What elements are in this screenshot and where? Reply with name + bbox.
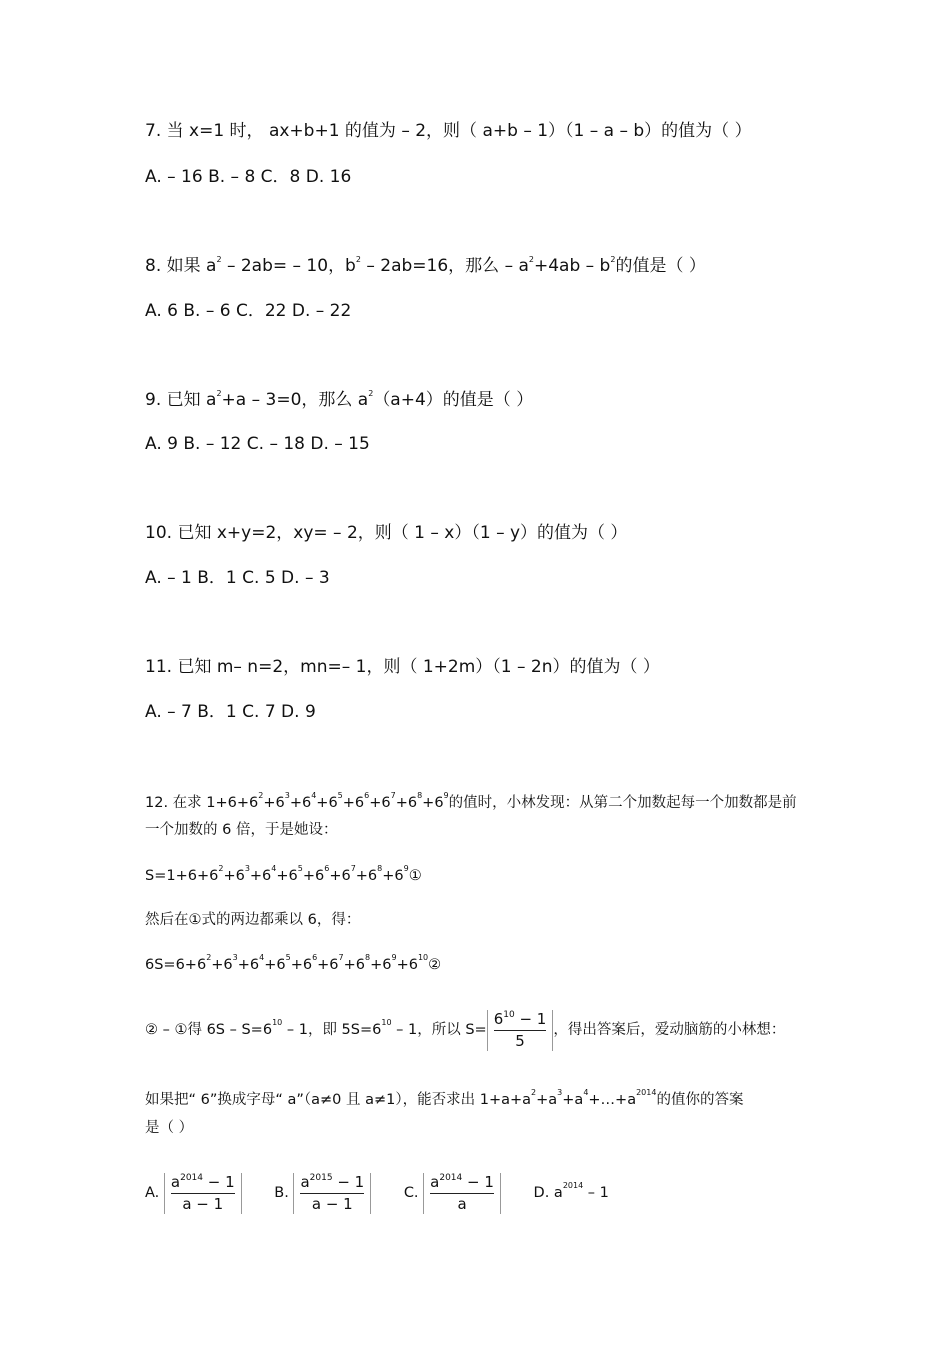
equation-s: $S=1+6+6^2+6^3+6^4+6^5+6^6+6^7+6^8+6^9①$ <box>145 864 422 884</box>
question-7-stem: 7. 当 x=1 时， ax+b+1 的值为 – 2，则（ a+b – 1）（1 – a – b）的值为（ ） <box>145 121 752 141</box>
question-9-stem: 9. 已知 $a^2+a - 3=0$，那么 $a^2(a+4)$的值是（ ） <box>145 389 534 410</box>
fraction-s: $\frac{6^{10} - 1}{5}$ <box>487 1010 554 1051</box>
question-8-options: A. 6 B. – 6 C．22 D. – 22 <box>145 301 352 321</box>
option-b: B. $\frac{a^{2015} - 1}{a - 1}$ <box>274 1168 371 1218</box>
question-9-options: A. 9 B. – 12 C. – 18 D. – 15 <box>145 434 370 454</box>
fraction-option-b: $\frac{a^{2015} - 1}{a - 1}$ <box>293 1173 371 1214</box>
question-10-stem: 10. 已知 x+y=2，xy= – 2，则（ 1 – x）（1 – y）的值为（ ） <box>145 523 628 543</box>
question-11-options: A. – 7 B．1 C. 7 D. 9 <box>145 702 316 722</box>
question-12-line-2: 一个加数的 6 倍，于是她设： <box>145 822 338 838</box>
question-12-line-7: 是（ ） <box>145 1120 194 1136</box>
question-12-line-1: 12. 在求 $1+6+6^2+6^3+6^4+6^5+6^6+6^7+6^8+6^9$的值时，小林发现：从第二个加数起每一个加数都是前 <box>145 791 797 811</box>
derivation-line: ② – ①得 $6S - S=6^{10} - 1$，即 $5S=6^{10} - 1$，所以 S= $\frac{6^{10} - 1}{5}$ ，得出答案后，爱动脑筋的小林想： <box>145 1009 786 1050</box>
question-12-line-6: 如果把“ 6”换成字母“ a”（a≠0 且 a≠1），能否求出 $1+a+a^2+a^3+a^4+\dots+a^{2014}$的值你的答案 <box>145 1088 744 1108</box>
option-d: D. $a^{2014} - 1$ <box>533 1181 609 1201</box>
option-c: C. $\frac{a^{2014} - 1}{a}$ <box>404 1168 501 1218</box>
fraction-option-c: $\frac{a^{2014} - 1}{a}$ <box>423 1173 501 1214</box>
fraction-option-a: $\frac{a^{2014} - 1}{a - 1}$ <box>164 1173 242 1214</box>
question-8-stem: 8. 如果 $a^2 - 2ab= - 10$，$b^2 - 2ab=16$，那么 – $a^2+4ab - b^2$的值是（ ） <box>145 255 706 276</box>
option-a: A. $\frac{a^{2014} - 1}{a - 1}$ <box>145 1168 242 1218</box>
question-11-stem: 11. 已知 m– n=2，mn=– 1，则（ 1+2m）（1 – 2n）的值为（ ） <box>145 657 660 677</box>
question-12-line-4: 然后在①式的两边都乘以 6，得： <box>145 912 361 928</box>
equation-6s: $6S=6+6^2+6^3+6^4+6^5+6^6+6^7+6^8+6^9+6^{10}②$ <box>145 953 442 973</box>
question-7-options: A. – 16 B. – 8 C．8 D. 16 <box>145 167 352 187</box>
question-12-options <box>145 1168 609 1218</box>
question-10-options: A. – 1 B．1 C. 5 D. – 3 <box>145 568 330 588</box>
